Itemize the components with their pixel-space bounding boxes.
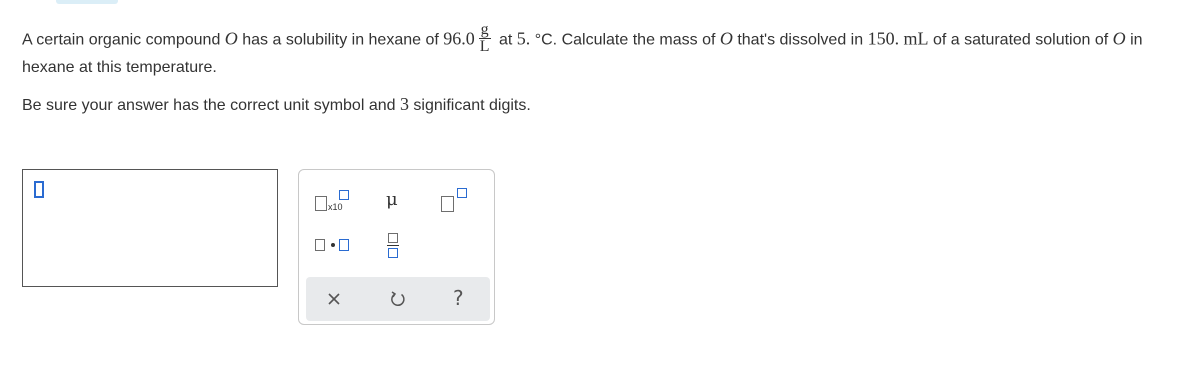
compound-variable: O	[719, 28, 733, 49]
numerator-box-icon	[388, 233, 398, 243]
times-ten-power-button[interactable]	[313, 190, 351, 214]
instruction-text: Be sure your answer has the correct unit symbol and	[22, 97, 400, 114]
sig-digit-count: 3	[399, 94, 409, 114]
palette-action-bar	[306, 277, 490, 321]
mantissa-box-icon	[315, 196, 327, 211]
math-palette	[298, 169, 495, 325]
base-box-icon	[441, 196, 454, 212]
close-icon	[322, 287, 346, 311]
denominator-box-icon	[388, 248, 398, 258]
answer-input[interactable]	[22, 169, 278, 287]
compound-variable: O	[224, 28, 238, 49]
question-text-segment: at	[494, 31, 517, 49]
volume-value: 150.	[867, 28, 900, 49]
solubility-value: 96.0	[443, 28, 475, 49]
question-text-segment: in	[1125, 31, 1143, 49]
superscript-box-icon	[457, 188, 467, 198]
undo-button[interactable]	[386, 287, 410, 311]
temperature-value: 5.	[516, 28, 531, 49]
help-icon: ?	[453, 286, 464, 310]
question-text-segment: °C. Calculate the mass of	[530, 31, 720, 49]
question-text-segment: of a saturated solution of	[928, 31, 1113, 49]
question-text-segment: has a solubility in hexane of	[237, 31, 444, 49]
clear-button[interactable]	[322, 287, 346, 311]
top-tab[interactable]	[56, 0, 118, 4]
question-text-segment: that's dissolved in	[732, 31, 868, 49]
fraction-button[interactable]	[385, 230, 403, 262]
help-button[interactable]	[448, 285, 472, 311]
undo-icon	[386, 287, 410, 311]
x10-label: x10	[328, 202, 343, 212]
question-text-segment: A certain organic compound	[22, 31, 225, 49]
superscript-button[interactable]	[439, 188, 471, 214]
question-line-2: hexane at this temperature.	[22, 59, 217, 76]
answer-placeholder-box[interactable]	[34, 181, 44, 198]
right-operand-box-icon	[339, 239, 349, 251]
instruction-line	[22, 94, 531, 116]
unit-denominator: L	[479, 38, 490, 55]
micro-prefix-button[interactable]	[383, 188, 403, 214]
dot-operator-icon	[331, 243, 335, 247]
compound-variable: O	[1112, 28, 1126, 49]
exponent-box-icon	[339, 190, 349, 200]
fraction-bar-icon	[387, 245, 399, 246]
question-line-1	[22, 21, 1143, 57]
instruction-text: significant digits.	[408, 97, 531, 114]
unit-numerator: g	[480, 21, 489, 38]
mu-icon: μ	[386, 189, 398, 210]
multiplication-dot-button[interactable]	[313, 234, 355, 256]
solubility-unit-fraction	[479, 22, 491, 55]
left-operand-box-icon	[315, 239, 325, 251]
volume-unit: mL	[903, 28, 929, 49]
